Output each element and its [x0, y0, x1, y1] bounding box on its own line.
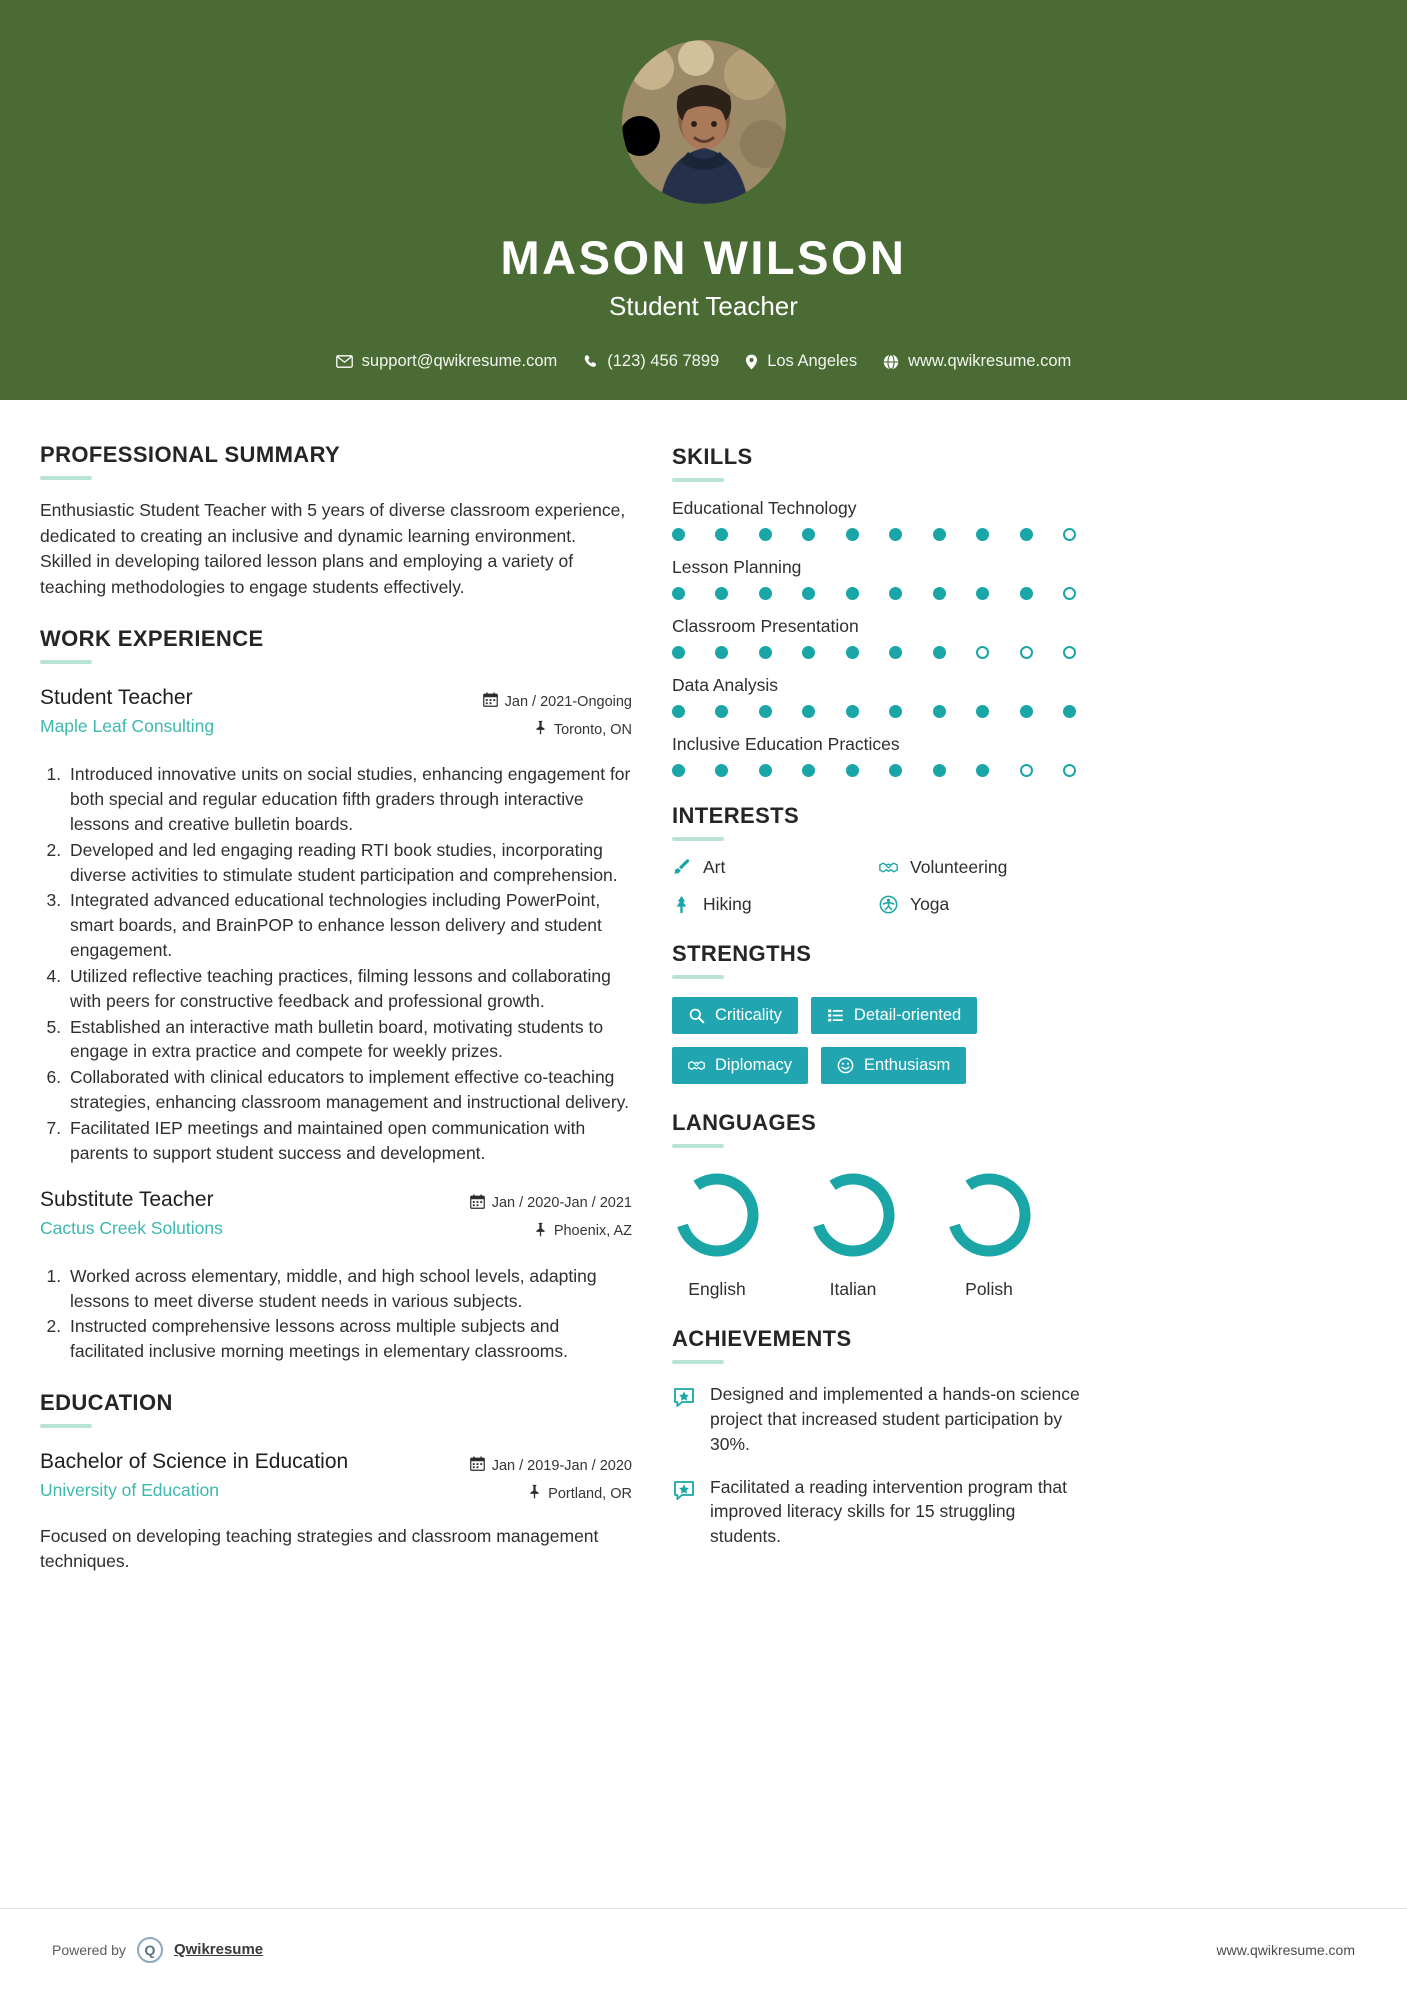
job-dates: [483, 692, 632, 711]
skill-dot: [715, 587, 728, 600]
skill-dot: [933, 705, 946, 718]
job-bullets: [66, 1264, 632, 1364]
language-donut: [944, 1170, 1034, 1260]
section-achievements: [672, 1326, 1086, 1549]
section-title-interests: INTERESTS: [672, 803, 800, 828]
language-donut: [808, 1170, 898, 1260]
section-work-experience: [40, 626, 632, 1364]
section-title-achievements: ACHIEVEMENTS: [672, 1326, 852, 1351]
job-location-text: Phoenix, AZ: [553, 1223, 632, 1240]
skill-dot: [933, 764, 946, 777]
language-donut: [672, 1170, 762, 1260]
skill-dot: [889, 646, 902, 659]
interest-label: Yoga: [910, 894, 950, 914]
interest-item: [879, 857, 1086, 878]
job-company: Maple Leaf Consulting: [40, 716, 215, 737]
job-identity: [40, 1188, 223, 1239]
strength-chip: [821, 1047, 966, 1084]
skill-dot: [802, 705, 815, 718]
strength-label: Criticality: [715, 1006, 782, 1024]
education-location-text: Portland, OR: [548, 1485, 632, 1502]
skill-dot: [802, 764, 815, 777]
skill-dot: [715, 705, 728, 718]
yoga-icon: [879, 895, 898, 914]
job-bullet: 5. Established an interactive math bulletin board, motivating students to engage in extra practice and compete for weekly prizes.: [66, 1015, 632, 1065]
education-dates: [470, 1456, 632, 1475]
skill-name: Educational Technology: [672, 498, 857, 518]
skill-dot: [672, 528, 685, 541]
right-column: [672, 442, 1086, 1600]
education-header: [40, 1450, 632, 1512]
skill-dot: [672, 646, 685, 659]
achievement-item: [672, 1382, 1086, 1457]
list-icon: [827, 1007, 844, 1024]
contact-bar: [0, 352, 1407, 371]
skill-item: [672, 557, 1086, 600]
job-dates-text: Jan / 2021-Ongoing: [504, 693, 632, 710]
job-meta: [470, 1188, 632, 1250]
skill-dot: [715, 646, 728, 659]
page-title: MASON WILSON: [500, 231, 907, 284]
skill-dot: [1020, 646, 1033, 659]
skill-name: Inclusive Education Practices: [672, 734, 900, 754]
skills-list: [672, 498, 1086, 777]
languages-list: [672, 1170, 1086, 1300]
strength-label: Diplomacy: [715, 1056, 793, 1074]
strength-chip: [672, 1047, 808, 1084]
job-company: Cactus Creek Solutions: [40, 1217, 223, 1238]
calendar-icon: [470, 1194, 485, 1213]
strengths-list: [672, 997, 1086, 1084]
achievement-text: Facilitated a reading intervention program that improved literacy skills for 15 struggling students.: [710, 1476, 1068, 1547]
skill-rating: [672, 764, 1076, 777]
section-interests: [672, 803, 1086, 915]
language-label: English: [688, 1279, 746, 1299]
skill-item: [672, 734, 1086, 777]
location-pin-icon: [745, 354, 758, 370]
skill-item: [672, 675, 1086, 718]
section-title-summary: PROFESSIONAL SUMMARY: [40, 442, 341, 467]
section-title-languages: LANGUAGES: [672, 1110, 817, 1135]
envelope-icon: [336, 355, 353, 368]
calendar-icon: [470, 1456, 485, 1475]
section-underline: [40, 1424, 92, 1428]
strength-label: Detail-oriented: [853, 1006, 962, 1024]
job-header: [40, 1188, 632, 1250]
job-title: Student Teacher: [40, 686, 193, 710]
skill-name: Lesson Planning: [672, 557, 802, 577]
globe-icon: [883, 354, 899, 370]
job-location-text: Toronto, ON: [553, 721, 632, 738]
education-dates-text: Jan / 2019-Jan / 2020: [491, 1457, 632, 1474]
skill-dot: [759, 587, 772, 600]
paintbrush-icon: [672, 858, 691, 877]
skill-item: [672, 616, 1086, 659]
footer: [0, 1908, 1407, 1990]
smiley-icon: [837, 1057, 854, 1074]
skill-dot: [846, 705, 859, 718]
powered-by[interactable]: [52, 1937, 263, 1963]
skill-dot: [1020, 764, 1033, 777]
skill-dot: [976, 764, 989, 777]
skill-dot: [889, 528, 902, 541]
skill-dot: [802, 646, 815, 659]
award-star-icon: [672, 1475, 696, 1550]
skill-dot: [889, 587, 902, 600]
skill-name: Classroom Presentation: [672, 616, 859, 636]
education-entry: [40, 1450, 632, 1574]
skill-dot: [889, 764, 902, 777]
contact-website-text: www.qwikresume.com: [908, 352, 1072, 370]
skill-dot: [759, 646, 772, 659]
resume-header: [0, 0, 1407, 400]
section-underline: [672, 975, 724, 979]
interest-label: Hiking: [703, 894, 752, 914]
pin-icon: [528, 1484, 541, 1503]
job-bullet: 6. Collaborated with clinical educators to implement effective co-teaching strategies, enhancing classroom management and instructional delivery.: [66, 1065, 632, 1115]
interest-label: Art: [703, 857, 726, 877]
skill-rating: [672, 587, 1076, 600]
job-bullets: [66, 762, 632, 1166]
award-star-icon: [672, 1382, 696, 1457]
section-title-skills: SKILLS: [672, 444, 753, 469]
education-meta: [470, 1450, 632, 1512]
skill-dot: [976, 528, 989, 541]
education-school: University of Education: [40, 1480, 219, 1501]
skill-dot: [1063, 528, 1076, 541]
achievement-item: [672, 1475, 1086, 1550]
skill-dot: [759, 528, 772, 541]
job-bullet: 4. Utilized reflective teaching practices, filming lessons and collaborating with peers for constructive feedback and professional growth.: [66, 964, 632, 1014]
contact-website[interactable]: [883, 352, 1071, 371]
skill-item: [672, 498, 1086, 541]
job-dates-text: Jan / 2020-Jan / 2021: [491, 1195, 632, 1212]
jobs-list: [40, 686, 632, 1364]
contact-email-text: support@qwikresume.com: [361, 352, 558, 370]
education-description: Focused on developing teaching strategies and classroom management techniques.: [40, 1526, 599, 1571]
skill-dot: [672, 587, 685, 600]
skill-dot: [889, 705, 902, 718]
skill-dot: [933, 646, 946, 659]
interests-list: [672, 857, 1086, 915]
section-title-education: EDUCATION: [40, 1390, 173, 1416]
resume-body: [0, 400, 1407, 1600]
skill-rating: [672, 705, 1076, 718]
skill-dot: [802, 528, 815, 541]
skill-dot: [802, 587, 815, 600]
skill-dot: [1020, 587, 1033, 600]
section-strengths: [672, 941, 1086, 1084]
section-underline: [672, 1144, 724, 1148]
pin-icon: [534, 1222, 547, 1241]
skill-dot: [933, 528, 946, 541]
skill-dot: [846, 646, 859, 659]
handshake-icon: [688, 1057, 705, 1074]
job-bullet: 1. Introduced innovative units on social studies, enhancing engagement for both special and regular education fifth graders through interactive lessons and creative bulletin boards.: [66, 762, 632, 837]
handshake-icon: [879, 858, 898, 877]
skill-dot: [933, 587, 946, 600]
achievement-text: Designed and implemented a hands-on science project that increased student participation by 30%.: [710, 1384, 1080, 1454]
job-role-subtitle: Student Teacher: [609, 291, 798, 321]
section-languages: [672, 1110, 1086, 1300]
contact-email[interactable]: [336, 352, 558, 371]
job-entry: [40, 686, 632, 1166]
skill-dot: [1020, 528, 1033, 541]
interest-item: [672, 857, 879, 878]
job-dates: [470, 1194, 632, 1213]
interest-item: [672, 894, 879, 915]
skill-dot: [846, 764, 859, 777]
section-skills: [672, 444, 1086, 777]
tree-icon: [672, 895, 691, 914]
language-item: [808, 1170, 898, 1300]
section-underline: [672, 478, 724, 482]
qwikresume-brand-link[interactable]: Qwikresume: [173, 1941, 264, 1958]
section-education: [40, 1390, 632, 1574]
strength-label: Enthusiasm: [864, 1056, 951, 1074]
job-bullet: 1. Worked across elementary, middle, and high school levels, adapting lessons to meet diverse student needs in various subjects.: [66, 1264, 632, 1314]
skill-dot: [759, 764, 772, 777]
phone-icon: [583, 354, 598, 369]
strength-chip: [811, 997, 977, 1034]
language-item: [944, 1170, 1034, 1300]
contact-location-text: Los Angeles: [767, 352, 858, 370]
skill-dot: [1063, 646, 1076, 659]
left-column: [40, 442, 632, 1600]
section-professional-summary: [40, 442, 632, 600]
skill-dot: [846, 528, 859, 541]
skill-dot: [759, 705, 772, 718]
calendar-icon: [483, 692, 498, 711]
job-location: [470, 1222, 632, 1241]
interest-label: Volunteering: [910, 857, 1008, 877]
skill-dot: [976, 587, 989, 600]
skill-dot: [1063, 587, 1076, 600]
skill-dot: [672, 764, 685, 777]
section-underline: [672, 837, 724, 841]
interest-item: [879, 894, 1086, 915]
skill-dot: [1020, 705, 1033, 718]
skill-rating: [672, 528, 1076, 541]
pin-icon: [534, 720, 547, 739]
job-title: Substitute Teacher: [40, 1187, 214, 1211]
job-identity: [40, 686, 214, 737]
skill-name: Data Analysis: [672, 675, 779, 695]
skill-dot: [1063, 764, 1076, 777]
skill-rating: [672, 646, 1076, 659]
contact-phone-text: (123) 456 7899: [607, 352, 720, 370]
skill-dot: [976, 646, 989, 659]
language-label: Polish: [965, 1279, 1013, 1299]
education-list: [40, 1450, 632, 1574]
footer-website[interactable]: www.qwikresume.com: [1216, 1941, 1355, 1958]
skill-dot: [846, 587, 859, 600]
section-title-work: WORK EXPERIENCE: [40, 626, 264, 652]
section-underline: [40, 660, 92, 664]
contact-location: [745, 352, 857, 371]
qwikresume-logo-icon: Q: [137, 1937, 163, 1963]
powered-by-label: Powered by: [52, 1941, 126, 1958]
section-underline: [672, 1360, 724, 1364]
language-label: Italian: [829, 1279, 877, 1299]
language-item: [672, 1170, 762, 1300]
job-entry: [40, 1188, 632, 1364]
skill-dot: [1063, 705, 1076, 718]
education-location: [470, 1484, 632, 1503]
contact-phone[interactable]: [583, 352, 719, 371]
skill-dot: [672, 705, 685, 718]
achievements-list: [672, 1382, 1086, 1549]
job-meta: [483, 686, 632, 748]
job-location: [483, 720, 632, 739]
job-bullet: 7. Facilitated IEP meetings and maintained open communication with parents to support student success and development.: [66, 1116, 632, 1166]
section-title-strengths: STRENGTHS: [672, 941, 812, 966]
strength-chip: [672, 997, 798, 1034]
skill-dot: [715, 528, 728, 541]
skill-dot: [976, 705, 989, 718]
summary-text: Enthusiastic Student Teacher with 5 years of diverse classroom experience, dedicated to creating an inclusive and dynamic learning environment. Skilled in developing tailored lesson plans and employing a variety of teaching methodologies to engage students effectively.: [40, 500, 626, 597]
education-degree: Bachelor of Science in Education: [40, 1450, 349, 1474]
skill-dot: [715, 764, 728, 777]
job-bullet: 2. Developed and led engaging reading RTI book studies, incorporating diverse activities to stimulate student participation and comprehension.: [66, 838, 632, 888]
avatar: [622, 40, 786, 204]
magnifier-icon: [688, 1007, 705, 1024]
job-bullet: 2. Instructed comprehensive lessons across multiple subjects and facilitated inclusive morning meetings in elementary classrooms.: [66, 1314, 632, 1364]
job-bullet: 3. Integrated advanced educational technologies including PowerPoint, smart boards, and BrainPOP to enhance lesson delivery and student engagement.: [66, 888, 632, 963]
job-header: [40, 686, 632, 748]
section-underline: [40, 476, 92, 480]
education-identity: [40, 1450, 348, 1501]
